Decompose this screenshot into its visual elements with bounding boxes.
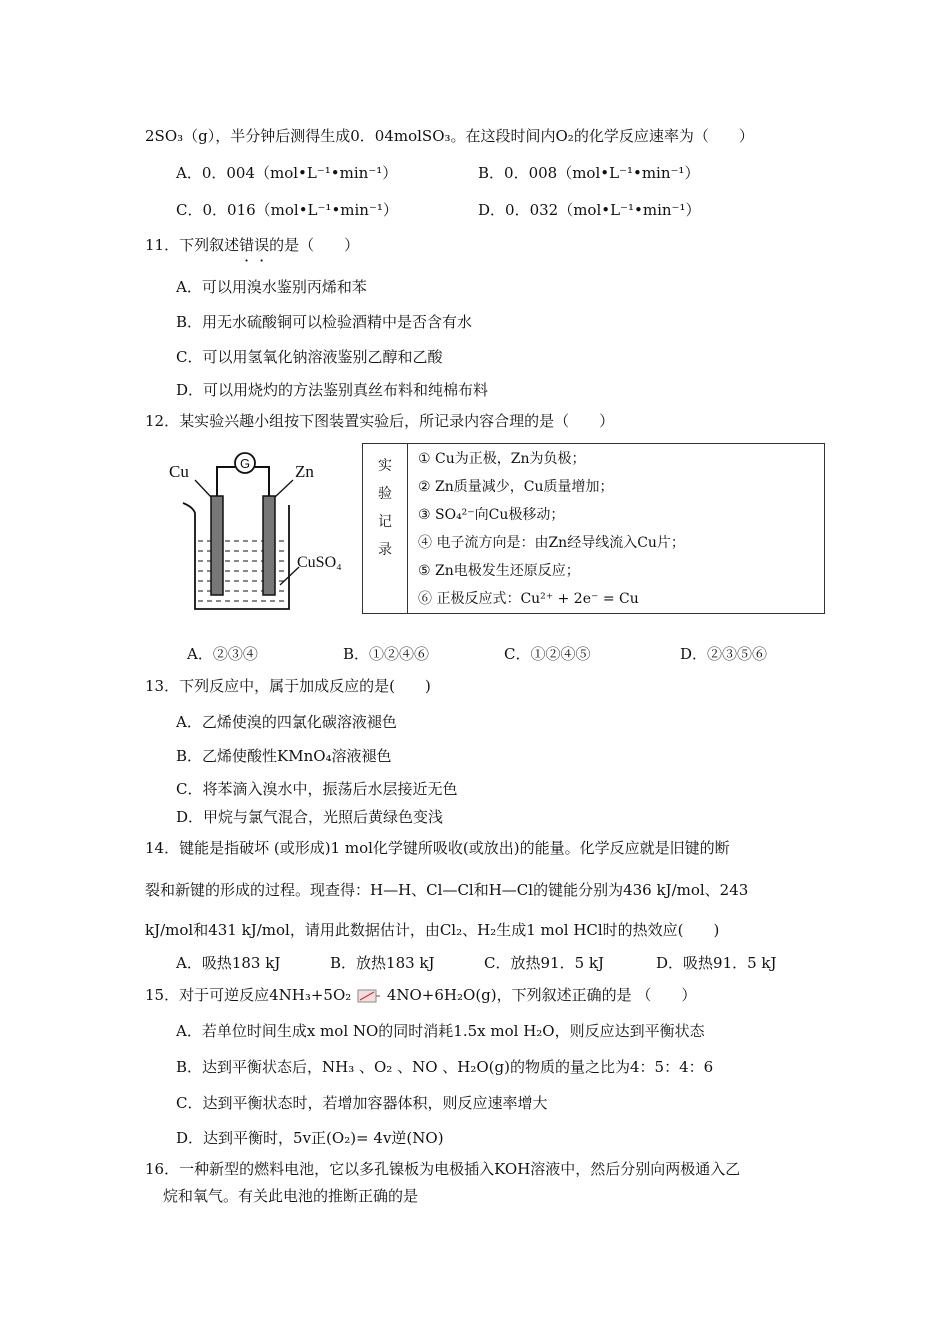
q15-stem: 15．对于可逆反应4NH₃+5O₂ 4NO+6H₂O(g)，下列叙述正确的是 （ ） [145,986,697,1004]
cuso4-label: CuSO₄ [297,554,342,571]
q10-option-b[interactable]: B．0．008（mol•L⁻¹•min⁻¹） [478,164,700,182]
q14-option-b[interactable]: B．放热183 kJ [330,954,435,972]
q11-option-b[interactable]: B．用无水硫酸铜可以检验酒精中是否含有水 [176,313,473,331]
q10-stem: 2SO₃（g），半分钟后测得生成0．04molSO₃。在这段时间内O₂的化学反应速率为（ ） [145,127,754,145]
q11-option-a[interactable]: A．可以用溴水鉴别丙烯和苯 [176,278,367,296]
q10-option-d[interactable]: D．0．032（mol•L⁻¹•min⁻¹） [478,201,701,219]
q12-option-a[interactable]: A．②③④ [187,645,258,663]
record-item: ⑥ 正极反应式：Cu²⁺ + 2e⁻ = Cu [418,591,639,607]
record-item: ③ SO₄²⁻向Cu极移动； [418,507,565,523]
q13-option-c[interactable]: C．将苯滴入溴水中，振荡后水层接近无色 [176,780,458,798]
record-item: ① Cu为正极，Zn为负极； [418,451,586,467]
q14-stem-line3: kJ/mol和431 kJ/mol，请用此数据估计，由Cl₂、H₂生成1 mol HCl时的热效应( ) [145,921,720,939]
q12-option-b[interactable]: B．①②④⑥ [343,645,430,663]
record-label: 实 验 记 录 [363,444,408,614]
q14-stem-line2: 裂和新键的形成的过程。现查得：H—H、Cl—Cl和H—Cl的键能分别为436 kJ/mol、243 [145,881,749,899]
record-item: ⑤ Zn电极发生还原反应； [418,563,580,579]
q14-stem-line1: 14．键能是指破坏 (或形成)1 mol化学键所吸收(或放出)的能量。化学反应就是旧键的断 [145,839,730,857]
q12-stem: 12．某实验兴趣小组按下图装置实验后，所记录内容合理的是（ ） [145,412,615,430]
q11-stem: 11．下列叙述错误的是（ ） [145,236,360,254]
q15-option-d[interactable]: D．达到平衡时，5v正(O₂)= 4v逆(NO) [176,1129,444,1147]
record-item: ② Zn质量减少，Cu质量增加； [418,479,614,495]
record-item: ④ 电子流方向是：由Zn经导线流入Cu片； [418,535,685,551]
q12-option-c[interactable]: C．①②④⑤ [504,645,591,663]
q15-option-b[interactable]: B．达到平衡状态后，NH₃ 、O₂ 、NO 、H₂O(g)的物质的量之比为4：5：4：6 [176,1058,714,1076]
q12-option-d[interactable]: D．②③⑤⑥ [680,645,768,663]
q11-option-c[interactable]: C．可以用氢氧化钠溶液鉴别乙醇和乙酸 [176,348,443,366]
q14-option-d[interactable]: D．吸热91．5 kJ [656,954,777,972]
experiment-record-table [362,443,825,614]
q13-option-a[interactable]: A．乙烯使溴的四氯化碳溶液褪色 [176,713,397,731]
q15-option-a[interactable]: A．若单位时间生成x mol NO的同时消耗1.5x mol H₂O，则反应达到平衡状态 [176,1022,705,1040]
q13-option-d[interactable]: D．甲烷与氯气混合，光照后黄绿色变浅 [176,808,444,826]
q11-option-d[interactable]: D．可以用烧灼的方法鉴别真丝布料和纯棉布料 [176,381,489,399]
cu-electrode-label: Cu [169,462,189,481]
q10-option-c[interactable]: C．0．016（mol•L⁻¹•min⁻¹） [176,201,398,219]
record-items [408,444,825,614]
q15-option-c[interactable]: C．达到平衡状态时，若增加容器体积，则反应速率增大 [176,1094,548,1112]
q14-option-a[interactable]: A．吸热183 kJ [176,954,281,972]
reversible-arrow-icon [357,989,381,1003]
q16-stem-line2: 烷和氧气。有关此电池的推断正确的是 [163,1187,419,1205]
zn-electrode-label: Zn [295,462,314,481]
q14-option-c[interactable]: C．放热91．5 kJ [484,954,604,972]
q13-stem: 13．下列反应中，属于加成反应的是( ) [145,677,431,695]
q16-stem-line1: 16．一种新型的燃料电池，它以多孔镍板为电极插入KOH溶液中，然后分别向两极通入乙 [145,1160,741,1178]
q10-option-a[interactable]: A．0．004（mol•L⁻¹•min⁻¹） [176,164,398,182]
galvanometer-label: G [239,456,251,471]
q13-option-b[interactable]: B．乙烯使酸性KMnO₄溶液褪色 [176,747,392,765]
galvanic-cell-figure [165,445,365,620]
